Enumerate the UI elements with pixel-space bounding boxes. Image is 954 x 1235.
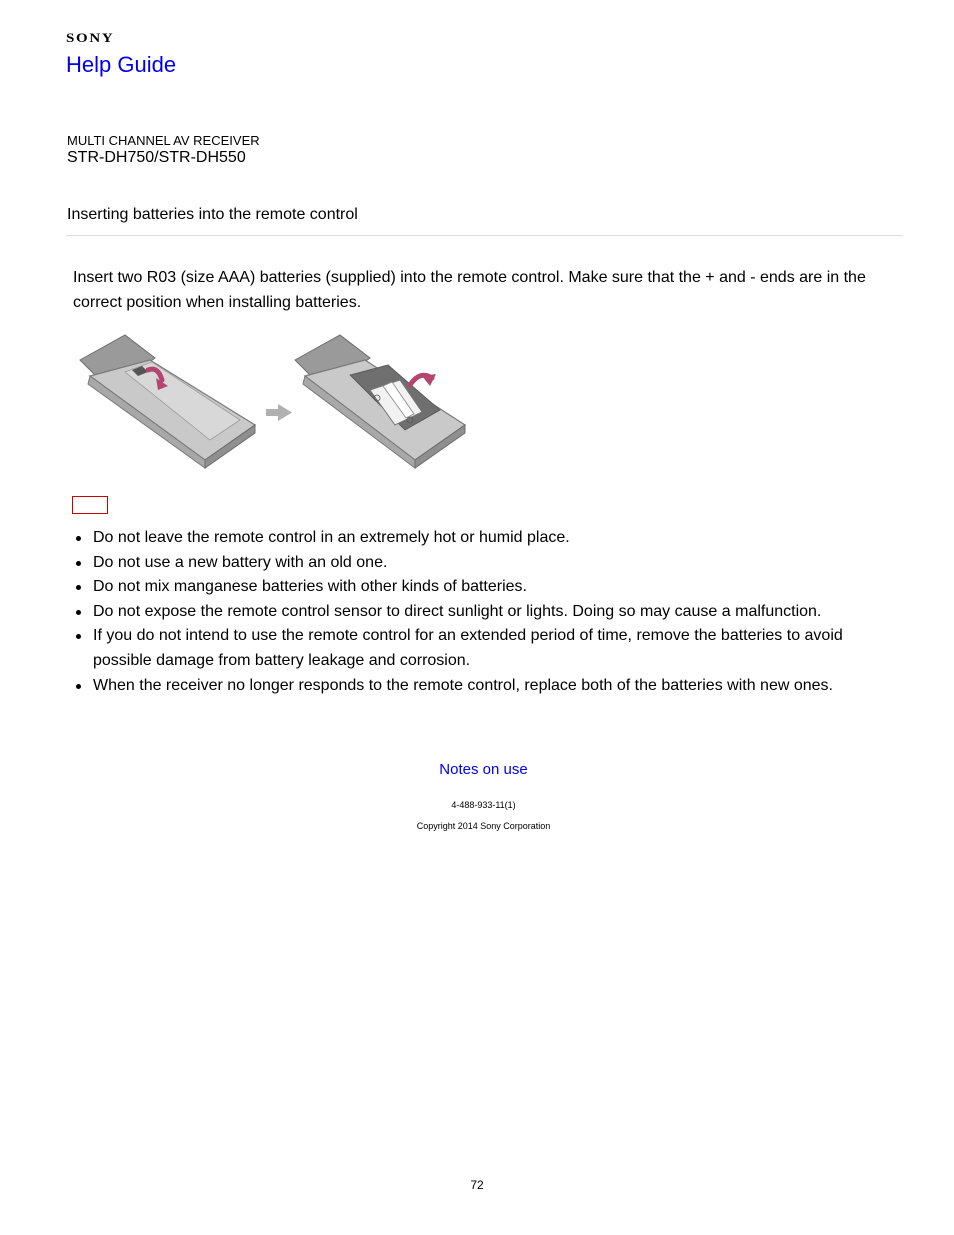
related-topic-link[interactable]: Notes on use (439, 761, 528, 778)
model-name: STR-DH750/STR-DH550 (67, 149, 246, 166)
page-title: Inserting batteries into the remote control (67, 206, 358, 223)
page-number: 72 (470, 1178, 484, 1192)
list-item: Do not expose the remote control sensor to direct sunlight or lights. Doing so may cause a malfunction. (73, 599, 883, 624)
list-item: Do not mix manganese batteries with other kinds of batteries. (73, 574, 883, 599)
remote-open-illustration (295, 335, 465, 468)
help-guide-link[interactable]: Help Guide (66, 52, 177, 77)
remote-battery-illustration (70, 330, 470, 472)
arrow-right-icon (266, 404, 292, 421)
sony-logo: SONY (66, 30, 115, 45)
title-divider (66, 235, 903, 236)
list-item: Do not use a new battery with an old one. (73, 550, 883, 575)
intro-paragraph: Insert two R03 (size AAA) batteries (supplied) into the remote control. Make sure that the + and - ends are in the correct position when installing batteries. (73, 269, 866, 311)
note-label-box (72, 496, 108, 514)
list-item: If you do not intend to use the remote control for an extended period of time, remove the batteries to avoid possible damage from battery leakage and corrosion. (73, 623, 883, 673)
copyright-text: Copyright 2014 Sony Corporation (416, 821, 551, 831)
product-category: MULTI CHANNEL AV RECEIVER (67, 133, 260, 148)
document-number: 4-488-933-11(1) (451, 800, 516, 810)
remote-closed-illustration (80, 335, 255, 468)
list-item: Do not leave the remote control in an extremely hot or humid place. (73, 525, 883, 550)
list-item: When the receiver no longer responds to the remote control, replace both of the batteries with new ones. (73, 673, 883, 698)
notes-list (73, 525, 883, 697)
